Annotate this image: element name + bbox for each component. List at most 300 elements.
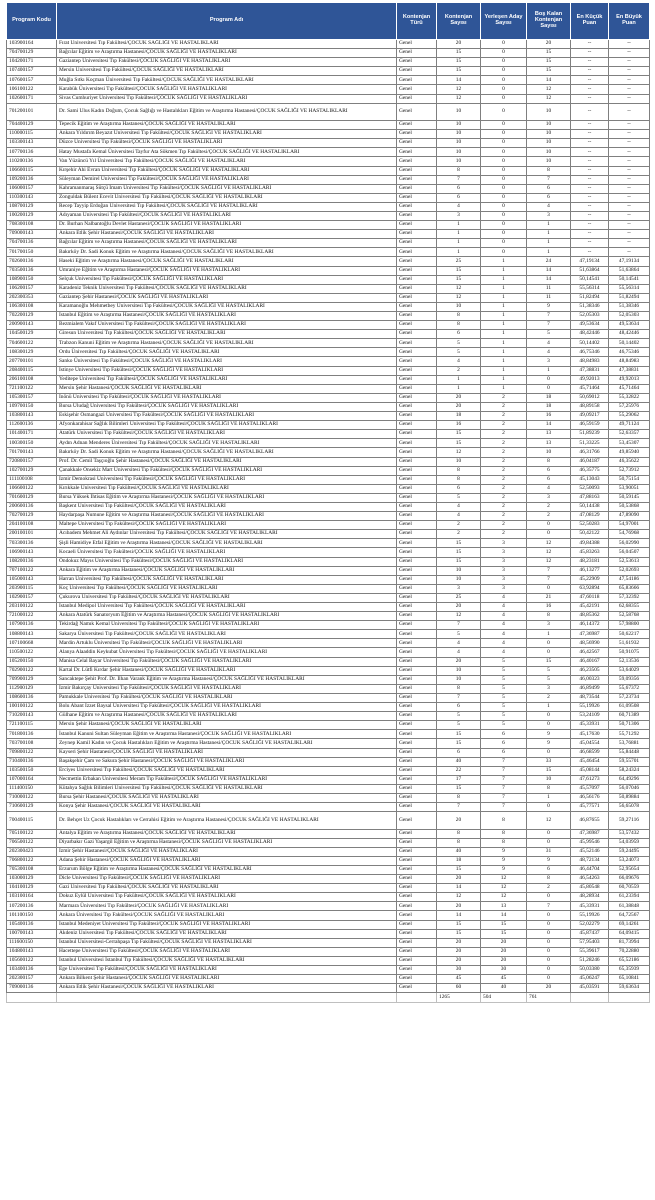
cell-program-code: 105600122: [7, 956, 57, 965]
cell-max-score: 50,91075: [609, 648, 650, 657]
cell-max-score: 61,09508: [609, 703, 650, 712]
table-row: [7, 920, 650, 929]
cell-program-name: Kartal Dr. Lütfi Kırdar Şehir Hastanesi/ÇOCUK SAĞLIĞI VE HASTALIKLARI: [57, 666, 397, 675]
table-row: [7, 784, 650, 793]
quota-table: [6, 2, 650, 1003]
table-row: [7, 502, 650, 511]
cell-program-code: 107400157: [7, 67, 57, 76]
header-row: [7, 3, 650, 40]
cell-min-score: 52,02279: [571, 920, 609, 929]
cell-empty-quota: 14: [527, 266, 571, 275]
cell-quota-type: Genel: [397, 49, 437, 58]
cell-program-code: 701600129: [7, 493, 57, 502]
cell-program-name: Afyonkarahisar Sağlık Bilimleri Üniversitesi Tıp Fakültesi/ÇOCUK SAĞLIĞI VE HASTALIKLARI: [57, 421, 397, 430]
cell-program-code: 701700143: [7, 448, 57, 457]
cell-max-score: 50,14402: [609, 339, 650, 348]
cell-quota-type: Genel: [397, 603, 437, 612]
cell-empty-quota: 15: [527, 67, 571, 76]
cell-program-name: Gülhane Eğitim ve Araştırma Hastanesi/ÇOCUK SAĞLIĞI VE HASTALIKLARI: [57, 712, 397, 721]
cell-max-score: 61,23394: [609, 893, 650, 902]
cell-quota-count: 10: [437, 157, 481, 166]
cell-placed-count: 5: [481, 657, 527, 666]
cell-quota-type: Genel: [397, 703, 437, 712]
cell-empty-quota: 0: [527, 838, 571, 847]
cell-program-code: 721100122: [7, 384, 57, 393]
cell-program-code: 200600136: [7, 502, 57, 511]
cell-placed-count: 1: [481, 348, 527, 357]
cell-empty-quota: 31: [527, 847, 571, 856]
cell-quota-type: Genel: [397, 76, 437, 85]
cell-program-name: İstanbul Medipol Üniversitesi Tıp Fakültesi/ÇOCUK SAĞLIĞI VE HASTALIKLARI: [57, 603, 397, 612]
cell-program-name: Dr. Burhan Nalbantoğlu Devlet Hastanesi/ÇOCUK SAĞLIĞI VE HASTALIKLARI: [57, 221, 397, 230]
table-row: [7, 748, 650, 757]
cell-min-score: 46,87655: [571, 812, 609, 829]
table-row: [7, 902, 650, 911]
cell-max-score: 47,54186: [609, 575, 650, 584]
cell-program-name: Bezmialem Vakıf Üniversitesi Tıp Fakültesi/ÇOCUK SAĞLIĞI VE HASTALIKLARI: [57, 321, 397, 330]
cell-placed-count: 4: [481, 639, 527, 648]
cell-max-score: 66,09676: [609, 875, 650, 884]
cell-program-name: Muğla Sıtkı Koçman Üniversitesi Tıp Fakültesi/ÇOCUK SAĞLIĞI VE HASTALIKLARI: [57, 76, 397, 85]
cell-min-score: 50,14402: [571, 339, 609, 348]
cell-min-score: 46,35775: [571, 466, 609, 475]
cell-quota-count: 1: [437, 384, 481, 393]
cell-quota-count: 12: [437, 293, 481, 302]
cell-max-score: 51,82494: [609, 293, 650, 302]
cell-empty-quota: 0: [527, 956, 571, 965]
cell-program-name: Düzce Üniversitesi Tıp Fakültesi/ÇOCUK SAĞLIĞI VE HASTALIKLARI: [57, 139, 397, 148]
cell-program-name: İzmir Demokrasi Üniversitesi Tıp Fakültesi/ÇOCUK SAĞLIĞI VE HASTALIKLARI: [57, 475, 397, 484]
cell-max-score: --: [609, 67, 650, 76]
cell-max-score: 62,68355: [609, 603, 650, 612]
cell-placed-count: 0: [481, 157, 527, 166]
cell-quota-count: 20: [437, 812, 481, 829]
cell-quota-count: 15: [437, 557, 481, 566]
table-row: [7, 94, 650, 103]
cell-quota-count: 15: [437, 784, 481, 793]
cell-min-score: --: [571, 121, 609, 130]
cell-program-name: Kırşehir Ahi Evran Üniversitesi Tıp Fakültesi/ÇOCUK SAĞLIĞI VE HASTALIKLARI: [57, 166, 397, 175]
cell-min-score: 46,56176: [571, 793, 609, 802]
cell-program-code: 703500136: [7, 266, 57, 275]
cell-min-score: 50,03380: [571, 965, 609, 974]
total-cell-empty: [571, 993, 609, 1003]
table-row: [7, 85, 650, 94]
cell-quota-type: Genel: [397, 475, 437, 484]
cell-quota-count: 20: [437, 393, 481, 402]
cell-empty-quota: 10: [527, 775, 571, 784]
cell-placed-count: 0: [481, 239, 527, 248]
cell-placed-count: 2: [481, 421, 527, 430]
table-row: [7, 321, 650, 330]
cell-min-score: 47,88163: [571, 493, 609, 502]
cell-min-score: --: [571, 157, 609, 166]
cell-quota-type: Genel: [397, 393, 437, 402]
cell-quota-count: 10: [437, 148, 481, 157]
cell-empty-quota: 5: [527, 675, 571, 684]
table-row: [7, 421, 650, 430]
cell-program-code: 708300108: [7, 221, 57, 230]
cell-quota-count: 6: [437, 193, 481, 202]
cell-max-score: --: [609, 103, 650, 120]
cell-quota-count: 12: [437, 612, 481, 621]
cell-quota-type: Genel: [397, 421, 437, 430]
cell-program-name: Adana Şehir Hastanesi/ÇOCUK SAĞLIĞI VE HASTALIKLARI: [57, 856, 397, 865]
cell-quota-count: 12: [437, 893, 481, 902]
cell-min-score: --: [571, 239, 609, 248]
cell-min-score: 45,17630: [571, 730, 609, 739]
cell-empty-quota: 6: [527, 865, 571, 874]
cell-min-score: 49,84388: [571, 539, 609, 548]
table-row: [7, 157, 650, 166]
cell-program-name: Giresun Üniversitesi Tıp Fakültesi/ÇOCUK SAĞLIĞI VE HASTALIKLARI: [57, 330, 397, 339]
cell-program-code: 103500150: [7, 766, 57, 775]
cell-placed-count: 0: [481, 67, 527, 76]
cell-empty-quota: 10: [527, 121, 571, 130]
cell-program-code: 100200129: [7, 211, 57, 220]
cell-max-score: 64,72567: [609, 911, 650, 920]
cell-min-score: 51,82494: [571, 293, 609, 302]
table-row: [7, 603, 650, 612]
cell-empty-quota: 21: [527, 593, 571, 602]
cell-placed-count: 14: [481, 911, 527, 920]
cell-program-code: 721100115: [7, 721, 57, 730]
cell-max-score: --: [609, 139, 650, 148]
cell-max-score: 52,58768: [609, 612, 650, 621]
cell-min-score: 45,71464: [571, 384, 609, 393]
cell-program-name: Haydarpaşa Numune Eğitim ve Araştırma Hastanesi/ÇOCUK SAĞLIĞI VE HASTALIKLARI: [57, 512, 397, 521]
cell-empty-quota: 5: [527, 330, 571, 339]
cell-program-code: 702900122: [7, 666, 57, 675]
table-row: [7, 139, 650, 148]
cell-max-score: 81,73994: [609, 938, 650, 947]
cell-placed-count: 0: [481, 76, 527, 85]
cell-placed-count: 4: [481, 612, 527, 621]
cell-program-code: 110200136: [7, 157, 57, 166]
cell-placed-count: 6: [481, 739, 527, 748]
cell-program-name: Başakşehir Çam ve Sakura Şehir Hastanesi/ÇOCUK SAĞLIĞI VE HASTALIKLARI: [57, 757, 397, 766]
table-row: [7, 639, 650, 648]
cell-program-code: 100100122: [7, 703, 57, 712]
cell-empty-quota: 1: [527, 239, 571, 248]
cell-program-code: 108600136: [7, 693, 57, 702]
table-row: [7, 493, 650, 502]
header-max-score: En Büyük Puan: [609, 3, 650, 40]
cell-min-score: 48,56990: [571, 639, 609, 648]
cell-program-code: 110500122: [7, 648, 57, 657]
cell-empty-quota: 3: [527, 211, 571, 220]
cell-placed-count: 2: [481, 393, 527, 402]
cell-max-score: 53,76881: [609, 739, 650, 748]
cell-quota-type: Genel: [397, 448, 437, 457]
cell-min-score: 46,23505: [571, 666, 609, 675]
table-row: [7, 566, 650, 575]
cell-placed-count: 1: [481, 330, 527, 339]
cell-quota-type: Genel: [397, 920, 437, 929]
cell-min-score: 45,57097: [571, 784, 609, 793]
cell-program-code: 107600157: [7, 76, 57, 85]
cell-max-score: 54,03959: [609, 838, 650, 847]
cell-placed-count: 0: [481, 103, 527, 120]
cell-min-score: 50,42122: [571, 530, 609, 539]
cell-quota-count: 4: [437, 202, 481, 211]
cell-empty-quota: 0: [527, 721, 571, 730]
cell-max-score: 64,49296: [609, 775, 650, 784]
cell-placed-count: 3: [481, 548, 527, 557]
table-row: [7, 266, 650, 275]
cell-placed-count: 2: [481, 493, 527, 502]
cell-max-score: 64,09415: [609, 929, 650, 938]
cell-empty-quota: 10: [527, 103, 571, 120]
cell-quota-count: 6: [437, 703, 481, 712]
cell-program-name: Eskişehir Osmangazi Üniversitesi Tıp Fakültesi/ÇOCUK SAĞLIĞI VE HASTALIKLARI: [57, 412, 397, 421]
cell-min-score: 47,61273: [571, 775, 609, 784]
table-row: [7, 448, 650, 457]
cell-quota-type: Genel: [397, 793, 437, 802]
cell-placed-count: 0: [481, 40, 527, 49]
cell-min-score: 45,99546: [571, 838, 609, 847]
cell-quota-type: Genel: [397, 884, 437, 893]
cell-program-name: Bursa Yüksek İhtisas Eğitim ve Araştırma Hastanesi/ÇOCUK SAĞLIĞI VE HASTALIKLARI: [57, 493, 397, 502]
cell-min-score: 48,72134: [571, 856, 609, 865]
cell-placed-count: 2: [481, 484, 527, 493]
cell-quota-count: 12: [437, 284, 481, 293]
cell-quota-type: Genel: [397, 366, 437, 375]
cell-quota-count: 45: [437, 975, 481, 984]
cell-max-score: --: [609, 184, 650, 193]
cell-quota-type: Genel: [397, 984, 437, 993]
cell-placed-count: 1: [481, 302, 527, 311]
cell-program-code: 105000143: [7, 575, 57, 584]
cell-quota-type: Genel: [397, 130, 437, 139]
cell-placed-count: 1: [481, 312, 527, 321]
cell-min-score: 45,80548: [571, 884, 609, 893]
cell-placed-count: 1: [481, 293, 527, 302]
cell-quota-count: 40: [437, 757, 481, 766]
cell-max-score: 55,71292: [609, 730, 650, 739]
cell-placed-count: 0: [481, 94, 527, 103]
cell-program-code: 720800157: [7, 457, 57, 466]
cell-min-score: 50,14541: [571, 275, 609, 284]
cell-quota-type: Genel: [397, 67, 437, 76]
cell-placed-count: 0: [481, 121, 527, 130]
cell-quota-count: 5: [437, 348, 481, 357]
cell-max-score: --: [609, 239, 650, 248]
cell-placed-count: 1: [481, 339, 527, 348]
cell-quota-count: 8: [437, 684, 481, 693]
table-row: [7, 766, 650, 775]
cell-empty-quota: 7: [527, 566, 571, 575]
cell-empty-quota: 12: [527, 557, 571, 566]
cell-program-name: Sancaktepe Şehit Prof. Dr. İlhan Varank Eğitim ve Araştırma Hastanesi/ÇOCUK SAĞLIĞI VE HASTALIKLARI: [57, 675, 397, 684]
cell-quota-type: Genel: [397, 257, 437, 266]
cell-quota-type: Genel: [397, 230, 437, 239]
cell-quota-type: Genel: [397, 166, 437, 175]
cell-quota-count: 10: [437, 121, 481, 130]
cell-program-name: Dr. Sami Ulus Kadın Doğum, Çocuk Sağlığı ve Hastalıkları Eğitim ve Araştırma Hastanesi/ÇOCUK SAĞLIĞI VE HASTALIKLARI: [57, 103, 397, 120]
cell-program-code: 202300423: [7, 847, 57, 856]
cell-max-score: --: [609, 202, 650, 211]
cell-placed-count: 0: [481, 175, 527, 184]
cell-quota-type: Genel: [397, 239, 437, 248]
cell-empty-quota: 0: [527, 829, 571, 838]
cell-program-code: 702600136: [7, 257, 57, 266]
cell-quota-count: 7: [437, 803, 481, 812]
cell-program-code: 106900143: [7, 548, 57, 557]
cell-empty-quota: 20: [527, 40, 571, 49]
cell-program-name: Necmettin Erbakan Üniversitesi Meram Tıp Fakültesi/ÇOCUK SAĞLIĞI VE HASTALIKLARI: [57, 775, 397, 784]
table-row: [7, 575, 650, 584]
cell-placed-count: 0: [481, 85, 527, 94]
cell-placed-count: 12: [481, 875, 527, 884]
cell-program-name: Ordu Üniversitesi Tıp Fakültesi/ÇOCUK SAĞLIĞI VE HASTALIKLARI: [57, 348, 397, 357]
table-row: [7, 193, 650, 202]
cell-quota-type: Genel: [397, 275, 437, 284]
cell-program-name: İstinye Üniversitesi Tıp Fakültesi/ÇOCUK SAĞLIĞI VE HASTALIKLARI: [57, 366, 397, 375]
cell-quota-type: Genel: [397, 302, 437, 311]
cell-min-score: 45,06247: [571, 975, 609, 984]
cell-placed-count: 2: [481, 439, 527, 448]
cell-placed-count: 9: [481, 847, 527, 856]
cell-quota-count: 10: [437, 666, 481, 675]
cell-quota-count: 5: [437, 630, 481, 639]
cell-quota-type: Genel: [397, 466, 437, 475]
cell-min-score: 47,19134: [571, 257, 609, 266]
table-row: [7, 339, 650, 348]
cell-program-name: İstanbul Kanuni Sultan Süleyman Eğitim ve Araştırma Hastanesi/ÇOCUK SAĞLIĞI VE HASTALIKLARI: [57, 730, 397, 739]
cell-placed-count: 6: [481, 748, 527, 757]
cell-min-score: 51,89239: [571, 430, 609, 439]
cell-quota-count: 14: [437, 884, 481, 893]
cell-empty-quota: 0: [527, 584, 571, 593]
cell-max-score: 53,90051: [609, 484, 650, 493]
cell-empty-quota: 1: [527, 630, 571, 639]
cell-max-score: 69,14261: [609, 920, 650, 929]
cell-placed-count: 2: [481, 521, 527, 530]
cell-program-code: 202300353: [7, 293, 57, 302]
cell-program-code: 108200136: [7, 557, 57, 566]
table-row: [7, 675, 650, 684]
cell-quota-type: Genel: [397, 266, 437, 275]
cell-min-score: 47,36987: [571, 829, 609, 838]
total-cell-empty: [7, 993, 57, 1003]
cell-min-score: --: [571, 175, 609, 184]
table-row: [7, 58, 650, 67]
cell-program-name: Kocaeli Üniversitesi Tıp Fakültesi/ÇOCUK SAĞLIĞI VE HASTALIKLARI: [57, 548, 397, 557]
cell-program-name: Mersin Üniversitesi Tıp Fakültesi/ÇOCUK SAĞLIĞI VE HASTALIKLARI: [57, 67, 397, 76]
table-row: [7, 621, 650, 630]
table-row: [7, 512, 650, 521]
cell-placed-count: 20: [481, 956, 527, 965]
table-row: [7, 166, 650, 175]
cell-empty-quota: 6: [527, 193, 571, 202]
cell-empty-quota: 15: [527, 49, 571, 58]
cell-placed-count: 0: [481, 130, 527, 139]
cell-program-code: 709000136: [7, 984, 57, 993]
cell-min-score: 51,28246: [571, 956, 609, 965]
cell-program-code: 704600122: [7, 339, 57, 348]
cell-max-score: 50,71306: [609, 721, 650, 730]
cell-program-name: Diyarbakır Gazi Yaşargil Eğitim ve Araştırma Hastanesi/ÇOCUK SAĞLIĞI VE HASTALIKLARI: [57, 838, 397, 847]
cell-quota-count: 10: [437, 130, 481, 139]
cell-quota-type: Genel: [397, 893, 437, 902]
cell-placed-count: 3: [481, 557, 527, 566]
cell-quota-count: 7: [437, 175, 481, 184]
cell-min-score: 51,33225: [571, 439, 609, 448]
cell-quota-count: 20: [437, 947, 481, 956]
cell-empty-quota: 0: [527, 911, 571, 920]
cell-max-score: 56,65078: [609, 803, 650, 812]
cell-program-name: Kütahya Sağlık Bilimleri Üniversitesi Tıp Fakültesi/ÇOCUK SAĞLIĞI VE HASTALIKLARI: [57, 784, 397, 793]
cell-empty-quota: 10: [527, 157, 571, 166]
cell-empty-quota: 2: [527, 884, 571, 893]
table-row: [7, 984, 650, 993]
cell-max-score: --: [609, 248, 650, 257]
cell-quota-count: 15: [437, 548, 481, 557]
cell-quota-type: Genel: [397, 639, 437, 648]
cell-program-name: İstanbul Üniversitesi İstanbul Tıp Fakültesi/ÇOCUK SAĞLIĞI VE HASTALIKLARI: [57, 956, 397, 965]
cell-quota-type: Genel: [397, 865, 437, 874]
cell-empty-quota: 0: [527, 521, 571, 530]
cell-program-name: Ankara Etlik Şehir Hastanesi/ÇOCUK SAĞLIĞI VE HASTALIKLARI: [57, 230, 397, 239]
cell-empty-quota: 0: [527, 375, 571, 384]
cell-program-code: 109200136: [7, 175, 57, 184]
cell-max-score: 57,23734: [609, 693, 650, 702]
cell-min-score: 49,09217: [571, 412, 609, 421]
cell-quota-count: 1: [437, 375, 481, 384]
cell-program-code: 709800122: [7, 748, 57, 757]
cell-program-code: 101100150: [7, 911, 57, 920]
cell-max-score: 50,59145: [609, 493, 650, 502]
cell-quota-type: Genel: [397, 175, 437, 184]
cell-max-score: 49,71124: [609, 421, 650, 430]
cell-program-name: İstanbul Eğitim ve Araştırma Hastanesi/ÇOCUK SAĞLIĞI VE HASTALIKLARI: [57, 312, 397, 321]
cell-program-name: Selçuk Üniversitesi Tıp Fakültesi/ÇOCUK SAĞLIĞI VE HASTALIKLARI: [57, 275, 397, 284]
cell-program-code: 106600122: [7, 484, 57, 493]
cell-program-code: 106100122: [7, 85, 57, 94]
cell-program-name: Dr. Behçet Uz Çocuk Hastalıkları ve Cerrahisi Eğitim ve Araştırma Hastanesi/ÇOCUK SAĞLIĞI VE HASTALIKLARI: [57, 812, 397, 829]
cell-max-score: 59,55701: [609, 757, 650, 766]
table-row: [7, 521, 650, 530]
cell-quota-type: Genel: [397, 348, 437, 357]
cell-empty-quota: 24: [527, 257, 571, 266]
cell-min-score: 55,19926: [571, 703, 609, 712]
table-row: [7, 375, 650, 384]
cell-quota-count: 10: [437, 675, 481, 684]
cell-placed-count: 1: [481, 275, 527, 284]
cell-max-score: 52,13536: [609, 657, 650, 666]
cell-quota-count: 40: [437, 847, 481, 856]
cell-empty-quota: 16: [527, 412, 571, 421]
table-body: [7, 40, 650, 993]
cell-max-score: 52,05303: [609, 312, 650, 321]
cell-program-code: 701700150: [7, 248, 57, 257]
cell-empty-quota: 16: [527, 603, 571, 612]
cell-quota-type: Genel: [397, 803, 437, 812]
cell-placed-count: 1: [481, 375, 527, 384]
cell-program-code: 703300136: [7, 539, 57, 548]
cell-placed-count: 2: [481, 448, 527, 457]
cell-placed-count: 40: [481, 984, 527, 993]
cell-empty-quota: 9: [527, 730, 571, 739]
cell-program-name: Kayseri Şehir Hastanesi/ÇOCUK SAĞLIĞI VE HASTALIKLARI: [57, 748, 397, 757]
cell-max-score: --: [609, 49, 650, 58]
cell-quota-type: Genel: [397, 502, 437, 511]
cell-program-code: 103000129: [7, 875, 57, 884]
cell-quota-count: 25: [437, 257, 481, 266]
cell-program-code: 200900143: [7, 321, 57, 330]
cell-program-name: Bağcılar Eğitim ve Araştırma Hastanesi/ÇOCUK SAĞLIĞI VE HASTALIKLARI: [57, 49, 397, 58]
